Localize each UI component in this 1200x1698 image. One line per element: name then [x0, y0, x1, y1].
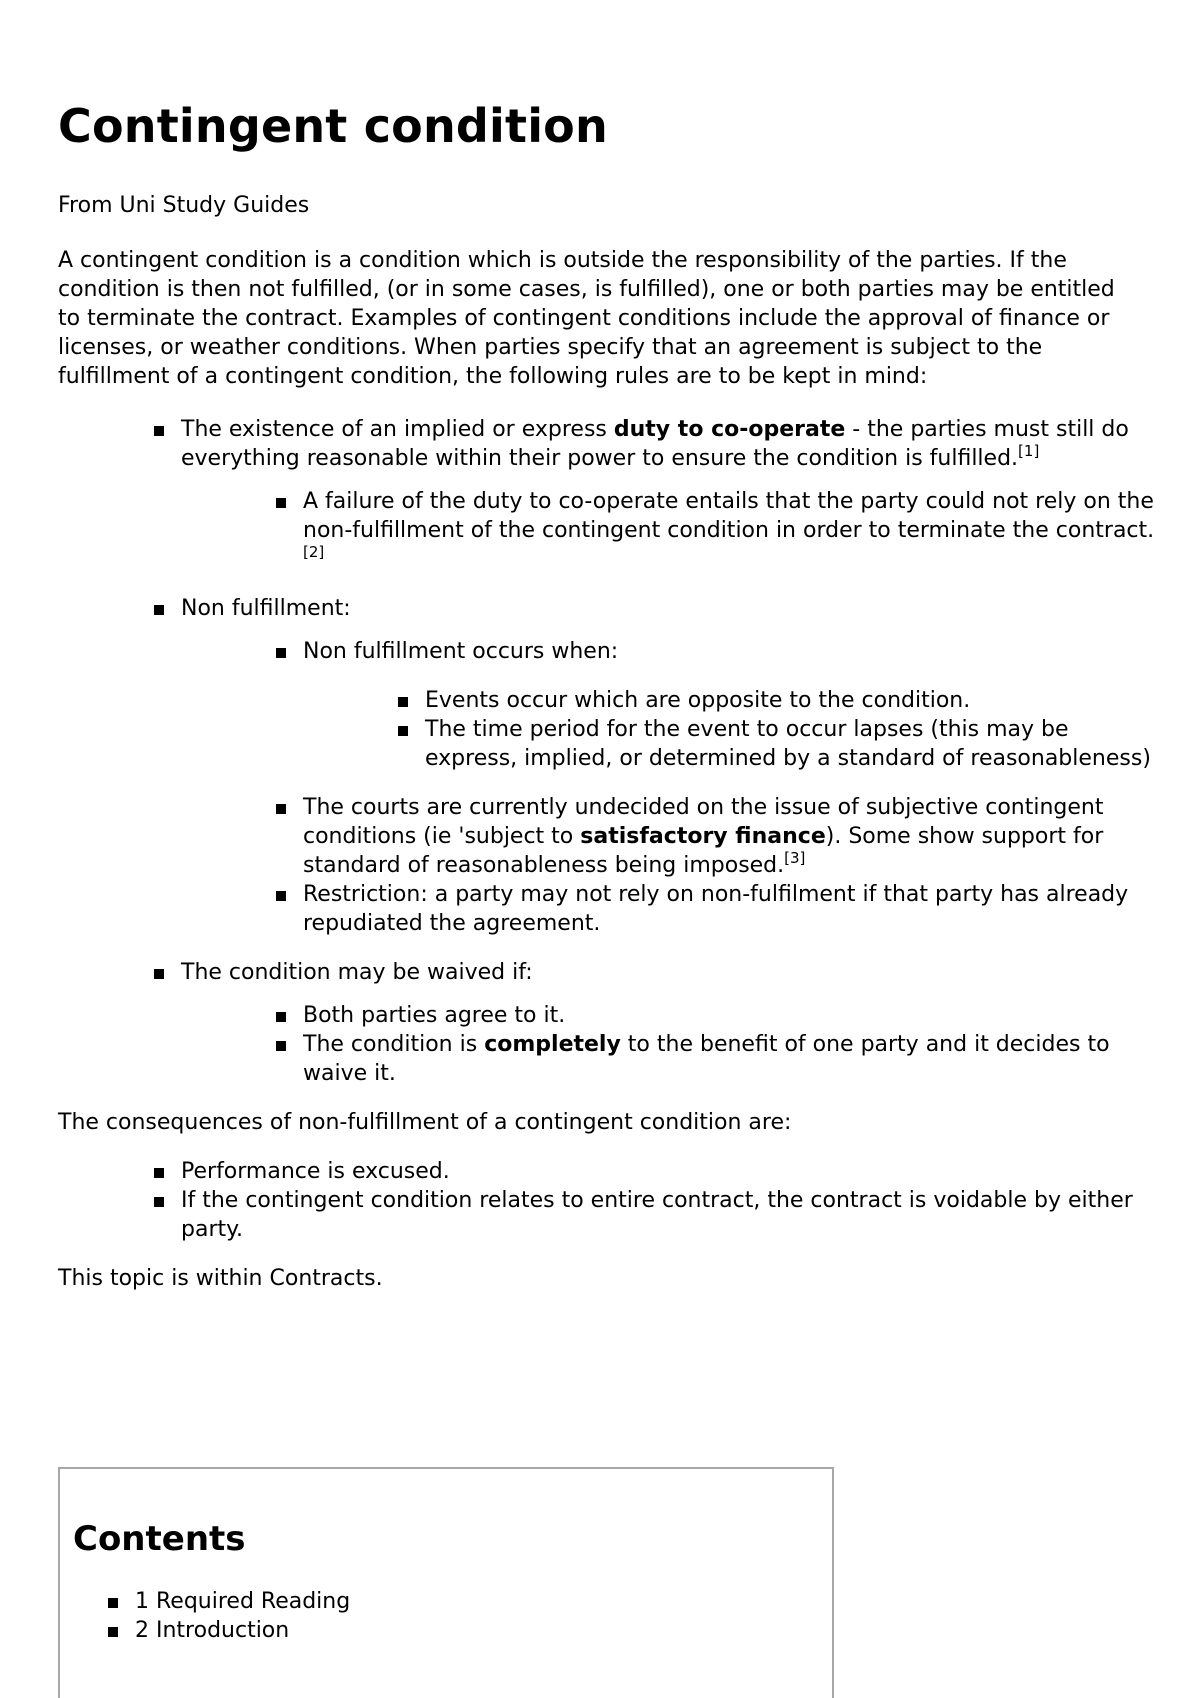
text-run: ). Some show support for standard of reasonableness being imposed.	[303, 824, 1104, 878]
list-item-duty-to-cooperate	[181, 415, 1158, 574]
rules-section	[58, 415, 1158, 1293]
text-run: to the benefit of one party and it decides to waive it.	[303, 1032, 1110, 1086]
consequences-list	[58, 1157, 1158, 1244]
list-item: Restriction: a party may not rely on non-fulfilment if that party has already repudiated the agreement.	[303, 880, 1158, 938]
source-line: From Uni Study Guides	[58, 193, 310, 218]
sub-list	[181, 637, 1158, 938]
reference-link-2[interactable]: [2]	[303, 543, 325, 561]
list-item: The time period for the event to occur lapses (this may be express, implied, or determined by a standard of reasonableness)	[425, 715, 1158, 773]
rules-list	[58, 415, 1158, 1088]
reference-link-1[interactable]: [1]	[1018, 442, 1040, 460]
list-item-non-fulfillment	[181, 594, 1158, 938]
bold-term: duty to co-operate	[613, 417, 846, 442]
sub-list	[181, 487, 1158, 574]
table-of-contents	[58, 1467, 834, 1698]
sub-list	[181, 1001, 1158, 1088]
list-item	[303, 637, 1158, 773]
list-item	[303, 793, 1158, 880]
text-run: The existence of an implied or express	[181, 417, 614, 442]
list-item: If the contingent condition relates to entire contract, the contract is voidable by either party.	[181, 1186, 1158, 1244]
list-item: Both parties agree to it.	[303, 1001, 1158, 1030]
list-item: Performance is excused.	[181, 1157, 1158, 1186]
text-run: The condition is	[303, 1032, 485, 1057]
page-title: Contingent condition	[58, 99, 608, 153]
toc-link-introduction[interactable]: 2 Introduction	[135, 1616, 350, 1645]
list-item	[303, 487, 1158, 574]
text-run: The courts are currently undecided on the issue of subjective contingent conditions (ie 'subject to	[303, 795, 1104, 849]
text-run: Non fulfillment:	[181, 596, 351, 621]
text-run: Non fulfillment occurs when:	[303, 639, 619, 664]
topic-within-note: This topic is within Contracts.	[58, 1266, 383, 1291]
text-run: A failure of the duty to co-operate entails that the party could not rely on the non-fulfillment of the contingent condition in order to terminate the contract.	[303, 489, 1155, 543]
list-item: Events occur which are opposite to the condition.	[425, 686, 1158, 715]
toc-list	[135, 1587, 350, 1645]
bold-term: completely	[484, 1032, 621, 1057]
text-run: - the parties must still do everything reasonable within their power to ensure the condition is fulfilled.	[181, 417, 1129, 471]
reference-link-3[interactable]: [3]	[784, 849, 806, 867]
sub-sub-list	[303, 686, 1158, 773]
intro-paragraph: A contingent condition is a condition which is outside the responsibility of the parties. If the condition is then not fulfilled, (or in some cases, is fulfilled), one or both parties may be entitled to terminate the contract. Examples of contingent conditions include the approval of finance or licenses, or weather conditions. When parties specify that an agreement is subject to the fulfillment of a contingent condition, the following rules are to be kept in mind:	[58, 248, 1115, 389]
toc-title: Contents	[73, 1519, 246, 1559]
bold-term: satisfactory finance	[580, 824, 826, 849]
consequences-intro: The consequences of non-fulfillment of a contingent condition are:	[58, 1110, 792, 1135]
list-item	[303, 1030, 1158, 1088]
toc-link-required-reading[interactable]: 1 Required Reading	[135, 1589, 351, 1614]
text-run: The condition may be waived if:	[181, 960, 533, 985]
list-item-waiver	[181, 958, 1158, 1088]
